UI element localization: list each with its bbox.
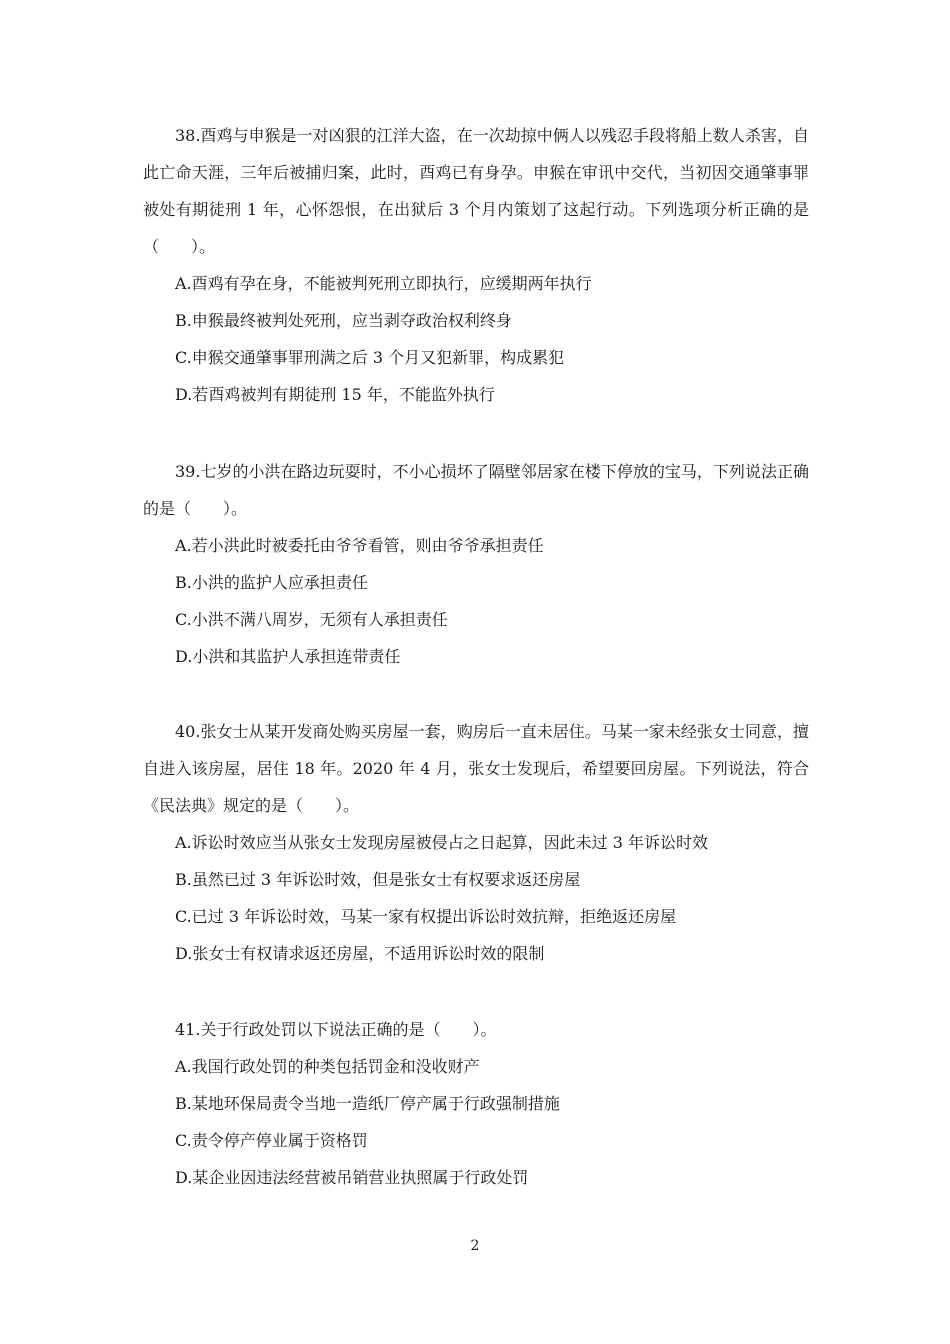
question-39 <box>143 453 809 675</box>
option-d: D.若酉鸡被判有期徒刑 15 年，不能监外执行 <box>175 385 495 404</box>
option-a: A.若小洪此时被委托由爷爷看管，则由爷爷承担责任 <box>175 536 544 555</box>
option-d: D.某企业因违法经营被吊销营业执照属于行政处罚 <box>175 1168 529 1187</box>
option-d: D.小洪和其监护人承担连带责任 <box>175 647 401 666</box>
question-stem: 40.张女士从某开发商处购买房屋一套，购房后一直未居住。马某一家未经张女士同意，擅自进入该房屋，居住 18 年。2020 年 4 月，张女士发现后，希望要回房屋。下列说法，符合《民法典》规定的是（ ）。 <box>143 722 809 815</box>
question-stem: 41.关于行政处罚以下说法正确的是（ ）。 <box>175 1020 497 1039</box>
option-c: C.申猴交通肇事罪刑满之后 3 个月又犯新罪，构成累犯 <box>175 348 565 367</box>
page-number: 2 <box>470 1238 480 1254</box>
option-c: C.小洪不满八周岁，无须有人承担责任 <box>175 610 448 629</box>
option-c: C.责令停产停业属于资格罚 <box>175 1131 368 1150</box>
option-a: A.酉鸡有孕在身，不能被判死刑立即执行，应缓期两年执行 <box>175 274 592 293</box>
option-a: A.我国行政处罚的种类包括罚金和没收财产 <box>175 1057 480 1076</box>
option-c: C.已过 3 年诉讼时效，马某一家有权提出诉讼时效抗辩，拒绝返还房屋 <box>175 907 677 926</box>
option-b: B.小洪的监护人应承担责任 <box>175 573 368 592</box>
option-b: B.申猴最终被判处死刑，应当剥夺政治权利终身 <box>175 311 512 330</box>
question-38 <box>143 117 809 413</box>
question-40 <box>143 713 809 972</box>
option-d: D.张女士有权请求返还房屋，不适用诉讼时效的限制 <box>175 944 545 963</box>
question-41 <box>143 1011 809 1196</box>
option-a: A.诉讼时效应当从张女士发现房屋被侵占之日起算，因此未过 3 年诉讼时效 <box>175 833 708 852</box>
option-b: B.虽然已过 3 年诉讼时效，但是张女士有权要求返还房屋 <box>175 870 581 889</box>
option-b: B.某地环保局责令当地一造纸厂停产属于行政强制措施 <box>175 1094 560 1113</box>
question-stem: 39.七岁的小洪在路边玩耍时，不小心损坏了隔壁邻居家在楼下停放的宝马，下列说法正确的是（ ）。 <box>143 462 809 518</box>
question-stem: 38.酉鸡与申猴是一对凶狠的江洋大盗，在一次劫掠中俩人以残忍手段将船上数人杀害，自此亡命天涯，三年后被捕归案，此时，酉鸡已有身孕。申猴在审讯中交代，当初因交通肇事罪被处有期徒刑 1 年，心怀怨恨，在出狱后 3 个月内策划了这起行动。下列选项分析正确的是（ ）。 <box>143 126 809 256</box>
